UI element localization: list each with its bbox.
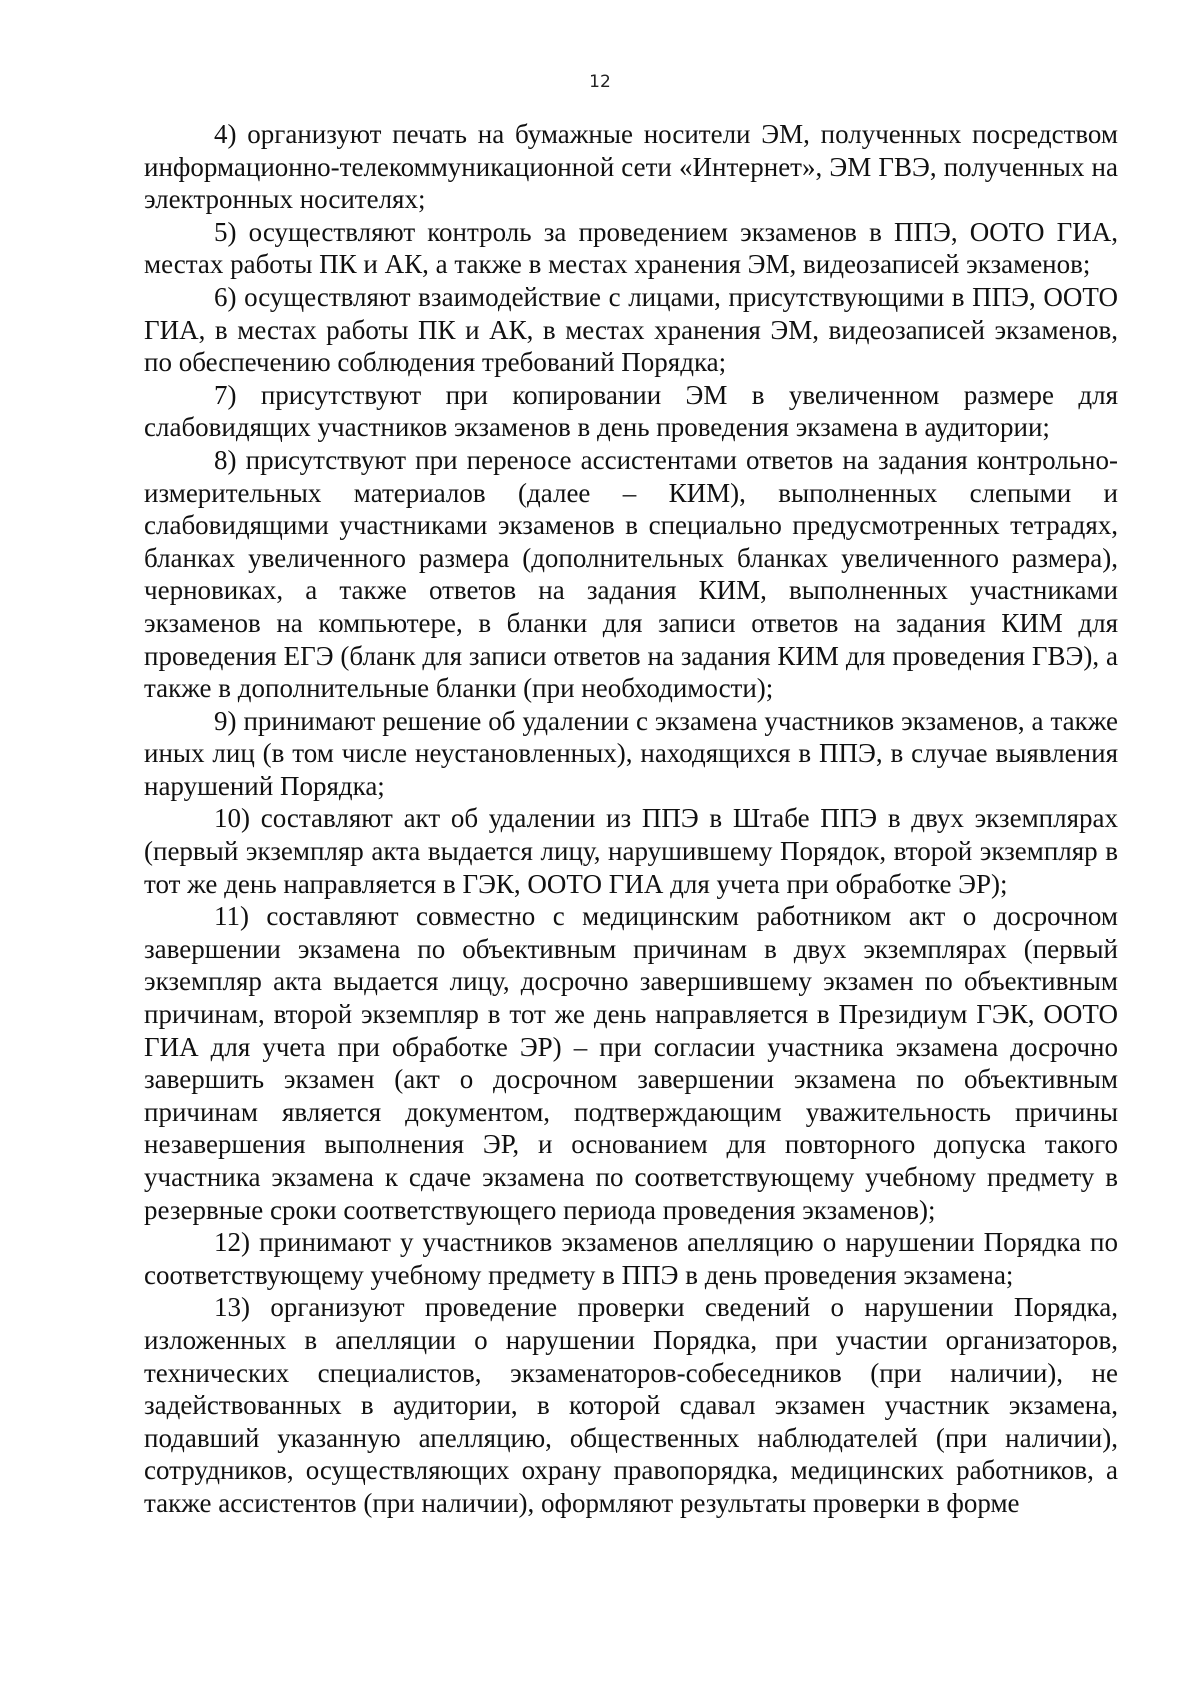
paragraph-item-6: 6) осуществляют взаимодействие с лицами, присутствующими в ППЭ, ООТО ГИА, в местах работы ПК и АК, в местах хранения ЭМ, видеозаписей экзаменов, по обеспечению соблюдения требований Порядка;: [144, 281, 1118, 378]
paragraph-item-13: 13) организуют проведение проверки сведений о нарушении Порядка, изложенных в апелляции о нарушении Порядка, при участии организаторов, технических специалистов, экзаменаторов-собеседников (при наличии), не задействованных в аудитории, в которой сдавал экзамен участник экзамена, подавший указанную апелляцию, общественных наблюдателей (при наличии), сотрудников, осуществляющих охрану правопорядка, медицинских работников, а также ассистентов (при наличии), оформляют результаты проверки в форме: [144, 1292, 1118, 1518]
paragraph-item-10: 10) составляют акт об удалении из ППЭ в Штабе ППЭ в двух экземплярах (первый экземпляр акта выдается лицу, нарушившему Порядок, второй экземпляр в тот же день направляется в ГЭК, ООТО ГИА для учета при обработке ЭР);: [144, 803, 1118, 899]
paragraph-item-7: 7) присутствуют при копировании ЭМ в увеличенном размере для слабовидящих участников экзаменов в день проведения экзамена в аудитории;: [144, 379, 1118, 443]
page-number: 12: [589, 72, 611, 92]
document-body: [144, 118, 1118, 1520]
paragraph-item-5: 5) осуществляют контроль за проведением экзаменов в ППЭ, ООТО ГИА, местах работы ПК и АК, а также в местах хранения ЭМ, видеозаписей экзаменов;: [144, 216, 1118, 280]
paragraph-item-4: 4) организуют печать на бумажные носители ЭМ, полученных посредством информационно-телекоммуникационной сети «Интернет», ЭМ ГВЭ, полученных на электронных носителях;: [144, 119, 1118, 215]
paragraph-item-11: 11) составляют совместно с медицинским работником акт о досрочном завершении экзамена по объективным причинам в двух экземплярах (первый экземпляр акта выдается лицу, досрочно завершившему экзамен по объективным причинам, второй экземпляр в тот же день направляется в Президиум ГЭК, ООТО ГИА для учета при обработке ЭР) – при согласии участника экзамена досрочно завершить экзамен (акт о досрочном завершении экзамена по объективным причинам является документом, подтверждающим уважительность причины незавершения выполнения ЭР, и основанием для повторного допуска такого участника экзамена к сдаче экзамена по соответствующему учебному предмету в резервные сроки соответствующего периода проведения экзаменов);: [144, 901, 1118, 1225]
paragraph-item-12: 12) принимают у участников экзаменов апелляцию о нарушении Порядка по соответствующему учебному предмету в ППЭ в день проведения экзамена;: [144, 1227, 1118, 1290]
paragraph-item-8: 8) присутствуют при переносе ассистентами ответов на задания контрольно-измерительных материалов (далее – КИМ), выполненных слепыми и слабовидящими участниками экзаменов в специально предусмотренных тетрадях, бланках увеличенного размера (дополнительных бланках увеличенного размера), черновиках, а также ответов на задания КИМ, выполненных участниками экзаменов на компьютере, в бланки для записи ответов на задания КИМ для проведения ЕГЭ (бланк для записи ответов на задания КИМ для проведения ГВЭ), а также в дополнительные бланки (при необходимости);: [144, 444, 1118, 704]
paragraph-item-9: 9) принимают решение об удалении с экзамена участников экзаменов, а также иных лиц (в том числе неустановленных), находящихся в ППЭ, в случае выявления нарушений Порядка;: [144, 705, 1118, 801]
